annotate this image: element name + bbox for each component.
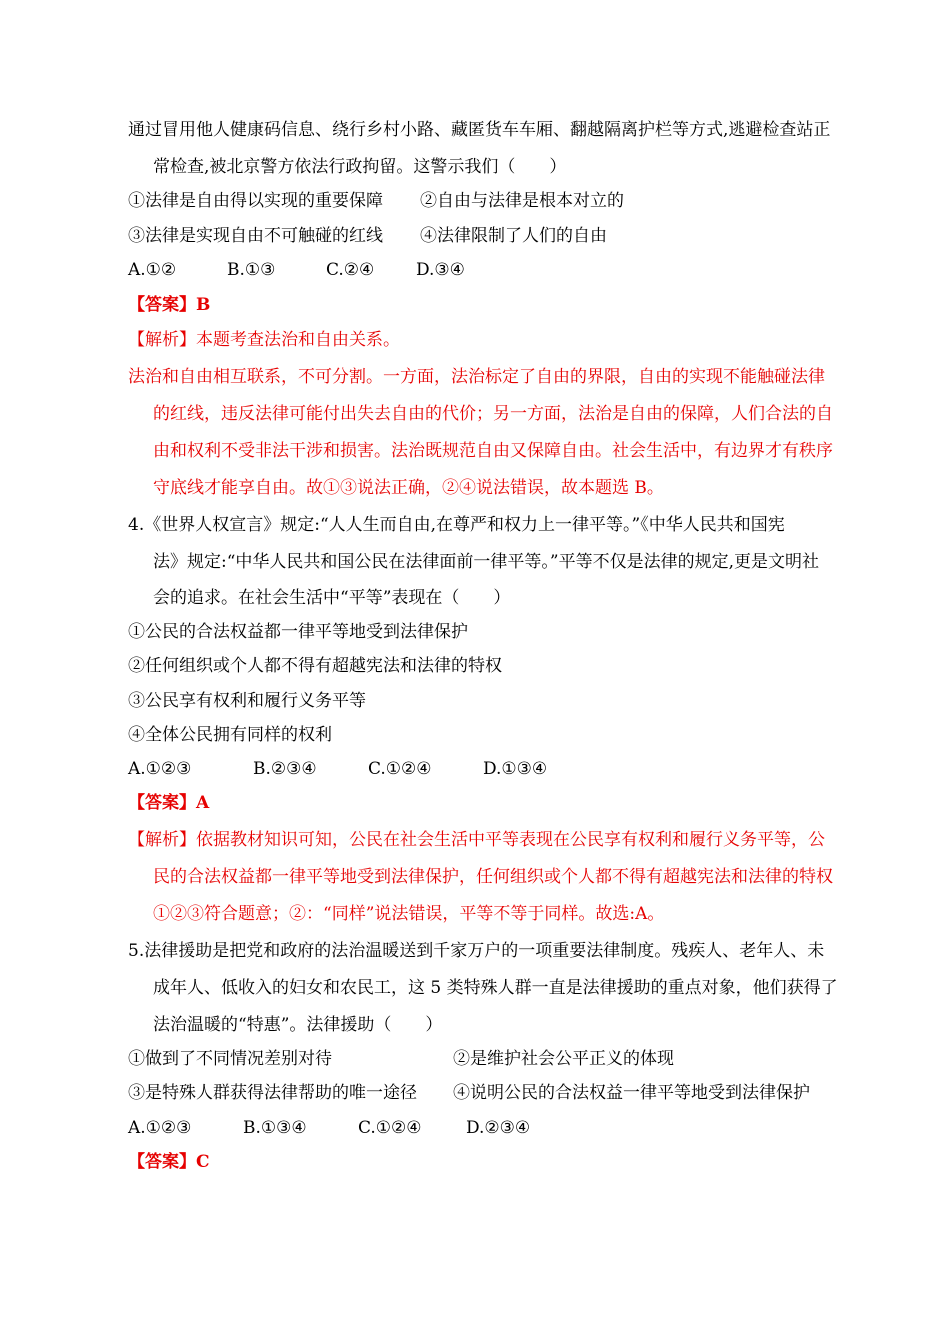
q5-option-4: ④说明公民的合法权益一律平等地受到法律保护 [453, 1083, 810, 1103]
q4-choice-d: D.①③④ [483, 759, 548, 779]
q4-option-4: ④全体公民拥有同样的权利 [128, 725, 332, 745]
q3-option-4: ④法律限制了人们的自由 [420, 226, 607, 246]
q3-option-2: ②自由与法律是根本对立的 [420, 191, 624, 211]
q4-option-2: ②任何组织或个人都不得有超越宪法和法律的特权 [128, 656, 502, 676]
q5-stem-line-3: 法治温暖的“特惠”。法律援助（ ） [153, 1015, 443, 1035]
q4-answer: 【答案】A [128, 793, 210, 813]
q3-option-1: ①法律是自由得以实现的重要保障 [128, 191, 383, 211]
q3-stem-line-2: 常检查,被北京警方依法行政拘留。这警示我们（ ） [153, 157, 567, 177]
q5-choice-b: B.①③④ [243, 1118, 307, 1138]
q5-choice-a: A.①②③ [128, 1118, 192, 1138]
q4-analysis-line-3: ①②③符合题意；②：“同样”说法错误，平等不等于同样。故选:A。 [153, 904, 665, 924]
q3-choice-c: C.②④ [326, 260, 375, 280]
q5-stem-line-2: 成年人、低收入的妇女和农民工，这 5 类特殊人群一直是法律援助的重点对象，他们获得了 [153, 978, 838, 998]
q3-analysis-head: 【解析】本题考查法治和自由关系。 [128, 330, 400, 350]
q5-choice-d: D.②③④ [466, 1118, 531, 1138]
q4-option-1: ①公民的合法权益都一律平等地受到法律保护 [128, 622, 468, 642]
q3-analysis-line-2: 的红线，违反法律可能付出失去自由的代价；另一方面，法治是自由的保障，人们合法的自 [153, 404, 833, 424]
q3-analysis-line-3: 由和权利不受非法干涉和损害。法治既规范自由又保障自由。社会生活中，有边界才有秩序 [153, 441, 833, 461]
q4-stem-line-2: 法》规定:“中华人民共和国公民在法律面前一律平等。”平等不仅是法律的规定,更是文明社 [153, 552, 820, 572]
q5-option-2: ②是维护社会公平正义的体现 [453, 1049, 674, 1069]
q5-option-3: ③是特殊人群获得法律帮助的唯一途径 [128, 1083, 417, 1103]
q5-answer: 【答案】C [128, 1152, 210, 1172]
q4-stem-line-1: 4.《世界人权宣言》规定:“人人生而自由,在尊严和权力上一律平等。”《中华人民共和国宪 [128, 515, 785, 535]
q4-choice-c: C.①②④ [368, 759, 432, 779]
q3-analysis-line-4: 守底线才能享自由。故①③说法正确，②④说法错误，故本题选 B。 [153, 478, 664, 498]
q3-choice-d: D.③④ [416, 260, 465, 280]
q4-option-3: ③公民享有权利和履行义务平等 [128, 691, 366, 711]
q3-option-3: ③法律是实现自由不可触碰的红线 [128, 226, 383, 246]
q5-stem-line-1: 5.法律援助是把党和政府的法治温暖送到千家万户的一项重要法律制度。残疾人、老年人、未 [128, 941, 825, 961]
q4-analysis-line-2: 民的合法权益都一律平等地受到法律保护，任何组织或个人都不得有超越宪法和法律的特权 [153, 867, 833, 887]
q3-analysis-line-1: 法治和自由相互联系，不可分割。一方面，法治标定了自由的界限，自由的实现不能触碰法律 [128, 367, 825, 387]
q3-stem-line-1: 通过冒用他人健康码信息、绕行乡村小路、藏匿货车车厢、翻越隔离护栏等方式,逃避检查站正 [128, 120, 831, 140]
q5-choice-c: C.①②④ [358, 1118, 422, 1138]
q4-analysis-line-1: 【解析】依据教材知识可知，公民在社会生活中平等表现在公民享有权利和履行义务平等，公 [128, 830, 825, 850]
q5-option-1: ①做到了不同情况差别对待 [128, 1049, 332, 1069]
q4-stem-line-3: 会的追求。在社会生活中“平等”表现在（ ） [153, 588, 511, 608]
q3-choice-b: B.①③ [227, 260, 276, 280]
q3-answer: 【答案】B [128, 295, 211, 315]
q3-choice-a: A.①② [128, 260, 177, 280]
q4-choice-a: A.①②③ [128, 759, 192, 779]
q4-choice-b: B.②③④ [253, 759, 317, 779]
